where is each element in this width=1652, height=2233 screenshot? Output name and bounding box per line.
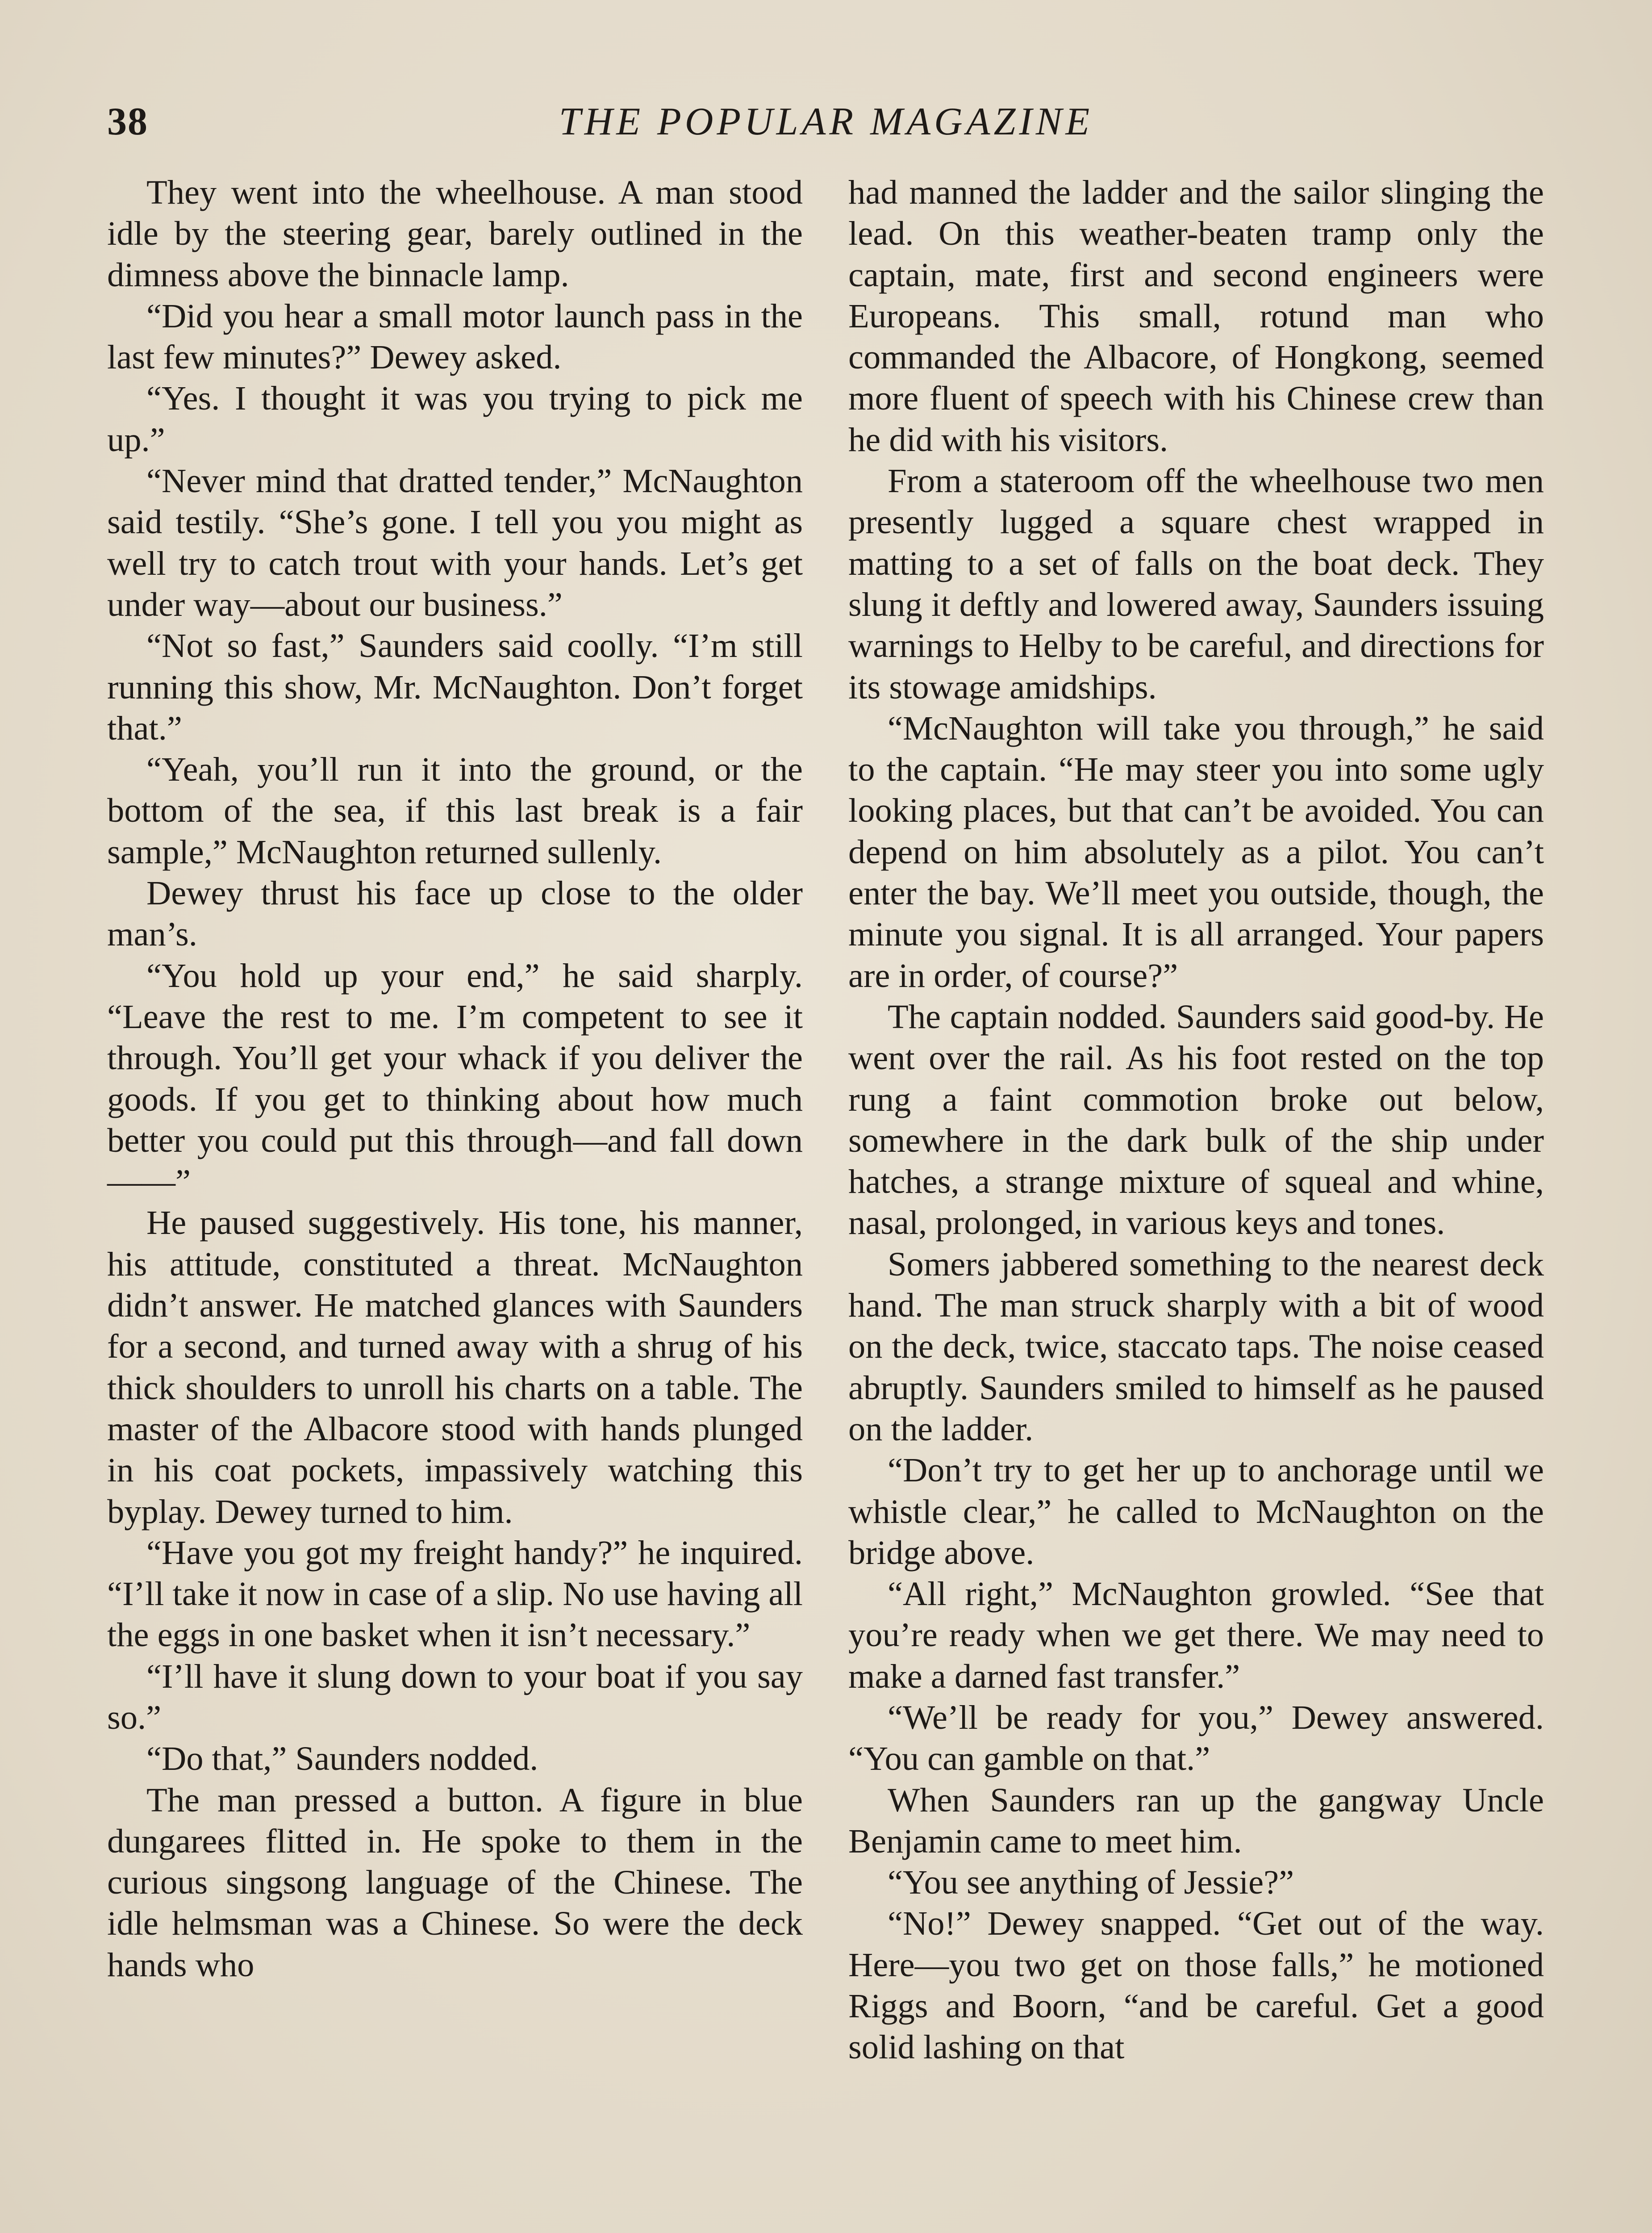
paragraph: “Did you hear a small motor launch pass in the last few minutes?” Dewey asked. (107, 297, 803, 376)
paragraph: The captain nodded. Saunders said good-by. He went over the rail. As his foot rested on the top rung a faint commotion broke out below, somewhere in the dark bulk of the ship under hatches, a strange mixture of squeal and whine, nasal, prolonged, in various keys and tones. (848, 997, 1544, 1242)
paragraph: Dewey thrust his face up close to the older man’s. (107, 874, 803, 953)
paragraph: “You hold up your end,” he said sharply. “Leave the rest to me. I’m competent to see it through. You’ll get your whack if you deliver the goods. If you get to thinking about how much better you could put this through—and fall down——” (107, 956, 803, 1201)
text-column-left (107, 172, 803, 1986)
paragraph: “All right,” McNaughton growled. “See that you’re ready when we get there. We may need to make a darned fast transfer.” (848, 1575, 1544, 1695)
paragraph: “Yeah, you’ll run it into the ground, or the bottom of the sea, if this last break is a fair sample,” McNaughton returned sullenly. (107, 750, 803, 871)
paragraph: “McNaughton will take you through,” he said to the captain. “He may steer you into some ugly looking places, but that can’t be avoided. You can depend on him absolutely as a pilot. You can’t enter the bay. We’ll meet you outside, though, the minute you signal. It is all arranged. Your papers are in order, of course?” (848, 709, 1544, 995)
text-column-right (848, 172, 1544, 2068)
paragraph-continued: had manned the ladder and the sailor slinging the lead. On this weather-beaten tramp only the captain, mate, first and second engineers were Europeans. This small, rotund man who commanded the Albacore, of Hongkong, seemed more fluent of speech with his Chinese crew than he did with his visitors. (848, 173, 1544, 459)
paragraph: The man pressed a button. A figure in blue dungarees flitted in. He spoke to them in the curious singsong language of the Chinese. The idle helmsman was a Chinese. So were the deck hands who (107, 1781, 803, 1984)
paragraph: He paused suggestively. His tone, his manner, his attitude, constituted a threat. McNaughton didn’t answer. He matched glances with Saunders for a second, and turned away with a shrug of his thick shoulders to unroll his charts on a table. The master of the Albacore stood with hands plunged in his coat pockets, impassively watching this byplay. Dewey turned to him. (107, 1204, 803, 1530)
paragraph: Somers jabbered something to the nearest deck hand. The man struck sharply with a bit of wood on the deck, twice, staccato taps. The noise ceased abruptly. Saunders smiled to himself as he paused on the ladder. (848, 1245, 1544, 1448)
paragraph: “Not so fast,” Saunders said coolly. “I’m still running this show, Mr. McNaughton. Don’t forget that.” (107, 627, 803, 747)
paragraph: “I’ll have it slung down to your boat if you say so.” (107, 1657, 803, 1736)
paragraph: “Don’t try to get her up to anchorage until we whistle clear,” he called to McNaughton on the bridge above. (848, 1451, 1544, 1572)
paragraph: “Do that,” Saunders nodded. (146, 1740, 538, 1778)
page-number: 38 (107, 100, 148, 143)
paragraph: From a stateroom off the wheelhouse two men presently lugged a square chest wrapped in matting to a set of falls on the boat deck. They slung it deftly and lowered away, Saunders issuing warnings to Helby to be careful, and directions for its stowage amidships. (848, 462, 1544, 706)
paragraph: “We’ll be ready for you,” Dewey answered. “You can gamble on that.” (848, 1698, 1544, 1778)
paragraph: When Saunders ran up the gangway Uncle Benjamin came to meet him. (848, 1781, 1544, 1860)
paragraph: They went into the wheelhouse. A man stood idle by the steering gear, barely outlined in the dimness above the binnacle lamp. (107, 173, 803, 294)
page-header (107, 95, 1545, 157)
paragraph: “You see anything of Jessie?” (888, 1863, 1294, 1902)
running-title: THE POPULAR MAGAZINE (559, 100, 1093, 143)
paragraph: “Yes. I thought it was you trying to pick me up.” (107, 379, 803, 459)
paragraph: “Have you got my freight handy?” he inquired. “I’ll take it now in case of a slip. No use having all the eggs in one basket when it isn’t necessary.” (107, 1533, 803, 1654)
paragraph: “Never mind that dratted tender,” McNaughton said testily. “She’s gone. I tell you you might as well try to catch trout with your hands. Let’s get under way—about our business.” (107, 462, 803, 623)
paragraph: “No!” Dewey snapped. “Get out of the way. Here—you two get on those falls,” he motioned Riggs and Boorn, “and be careful. Get a good solid lashing on that (848, 1904, 1544, 2066)
